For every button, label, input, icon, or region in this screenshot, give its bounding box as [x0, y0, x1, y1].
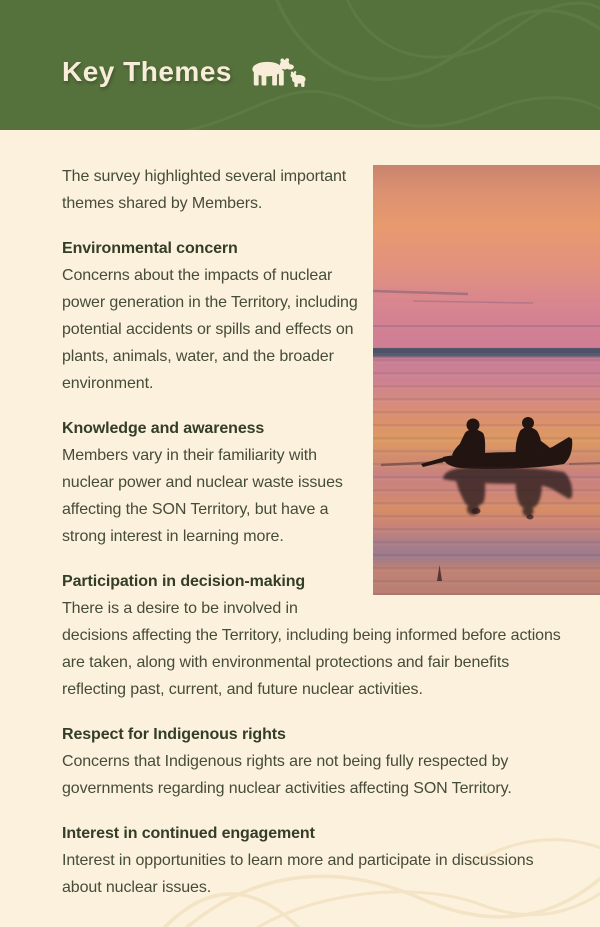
section-body: Concerns about the impacts of nuclear power generation in the Territory, including potential accidents or spills and effects on plants, animals, water, and the broader environment.	[62, 267, 358, 392]
intro-paragraph: The survey highlighted several important themes shared by Members.	[62, 168, 347, 212]
section-heading: Respect for Indigenous rights	[62, 726, 286, 743]
section-respect-indigenous-rights	[62, 721, 562, 802]
section-body: There is a desire to be involved in decisions affecting the Territory, including being informed before actions are taken, along with environmental protections and fair benefits reflecting past, current, and future nuclear activities.	[62, 600, 561, 698]
header-title-row	[62, 56, 306, 88]
section-continued-engagement	[62, 820, 562, 901]
section-heading: Knowledge and awareness	[62, 420, 265, 437]
sunset-canoe-photo	[373, 165, 600, 595]
page-content	[0, 163, 600, 901]
bear-and-cub-icon	[248, 56, 306, 88]
section-body: Members vary in their familiarity with nuclear power and nuclear waste issues affecting the SON Territory, but have a strong interest in learning more.	[62, 447, 343, 545]
section-body: Concerns that Indigenous rights are not being fully respected by governments regarding nuclear activities affecting SON Territory.	[62, 753, 512, 797]
section-heading: Environmental concern	[62, 240, 238, 257]
page-header	[0, 0, 600, 130]
section-heading: Interest in continued engagement	[62, 825, 315, 842]
section-heading: Participation in decision-making	[62, 573, 306, 590]
page-title: Key Themes	[62, 56, 232, 87]
section-body: Interest in opportunities to learn more and participate in discussions about nuclear issues.	[62, 852, 534, 896]
canoe-silhouette-scene	[373, 165, 600, 595]
